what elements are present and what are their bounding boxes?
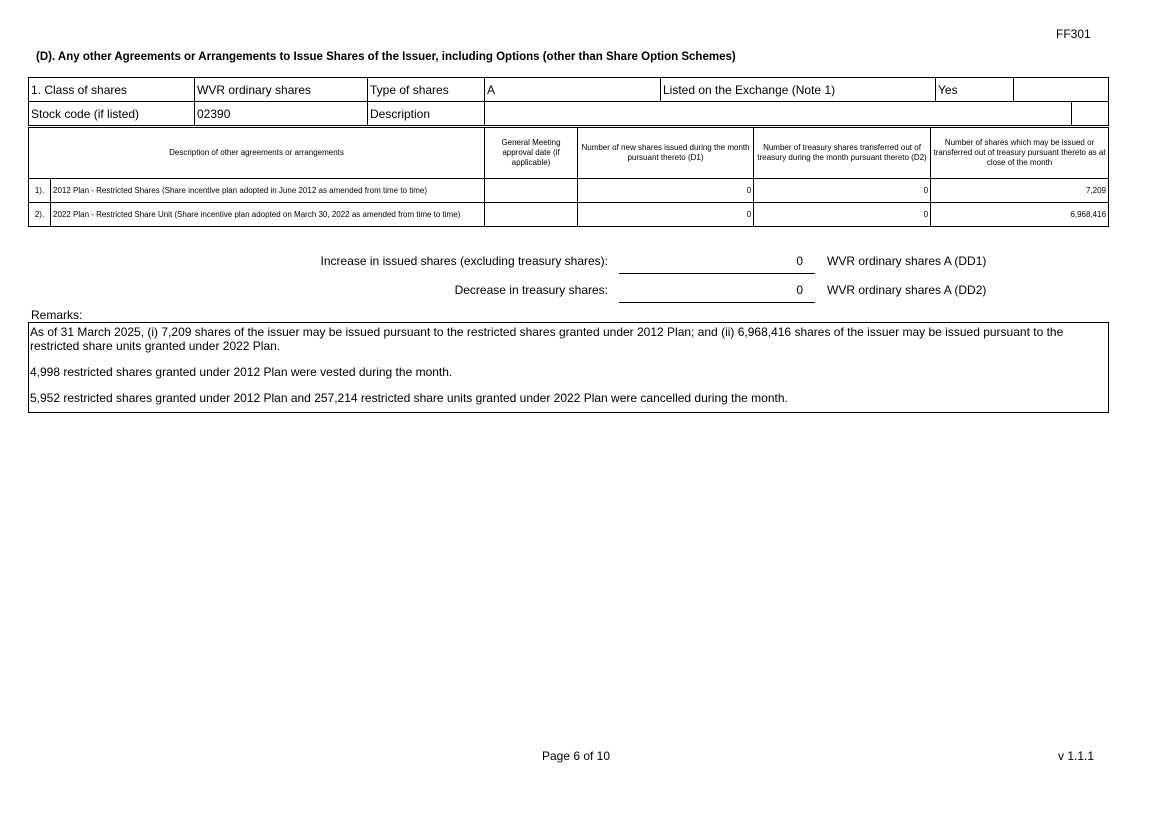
row-new-shares: 0 <box>578 203 754 227</box>
form-code: FF301 <box>1056 27 1091 41</box>
increase-value: 0 <box>796 254 803 268</box>
version-label: v 1.1.1 <box>1058 749 1095 763</box>
description-label: Description <box>368 102 485 126</box>
decrease-value: 0 <box>796 283 803 297</box>
increase-label: Increase in issued shares (excluding treasury shares): <box>320 254 608 268</box>
remarks-label: Remarks: <box>31 308 83 322</box>
listed-value: Yes <box>936 78 1014 102</box>
decrease-underline <box>619 301 815 303</box>
row-may-be-issued: 7,209 <box>931 179 1109 203</box>
description-value <box>485 102 1072 126</box>
remark-paragraph: 5,952 restricted shares granted under 2012 Plan and 257,214 restricted share units granted under 2022 Plan were cancelled during the month. <box>30 391 788 405</box>
type-of-shares-label: Type of shares <box>368 78 485 102</box>
row-index: 1). <box>29 179 51 203</box>
row-index: 2). <box>29 203 51 227</box>
share-info-table <box>28 77 1109 126</box>
description-extra-cell <box>1072 102 1109 126</box>
header-may-be-issued: Number of shares which may be issued or transferred out of treasury pursuant thereto as at close of the month <box>931 128 1109 179</box>
row-new-shares: 0 <box>578 179 754 203</box>
row-approval-date <box>485 203 578 227</box>
row-treasury-transferred: 0 <box>754 203 931 227</box>
section-title: (D). Any other Agreements or Arrangements to Issue Shares of the Issuer, including Options (other than Share Option Schemes) <box>36 51 736 63</box>
listed-extra-cell <box>1014 78 1109 102</box>
table-row <box>29 203 1109 227</box>
stock-code-value: 02390 <box>195 102 368 126</box>
agreements-table <box>28 127 1109 227</box>
stock-code-label: Stock code (if listed) <box>29 102 195 126</box>
remark-paragraph: 4,998 restricted shares granted under 2012 Plan were vested during the month. <box>30 365 453 379</box>
remarks-box <box>28 322 1109 413</box>
decrease-label: Decrease in treasury shares: <box>454 283 608 297</box>
row-treasury-transferred: 0 <box>754 179 931 203</box>
increase-underline <box>619 272 815 274</box>
header-new-shares: Number of new shares issued during the month pursuant thereto (D1) <box>578 128 754 179</box>
page-number: Page 6 of 10 <box>541 749 611 763</box>
header-approval-date: General Meeting approval date (if applicable) <box>485 128 578 179</box>
remark-paragraph: As of 31 March 2025, (i) 7,209 shares of the issuer may be issued pursuant to the restricted shares granted under 2012 Plan; and (ii) 6,968,416 shares of the issuer may be issued pursuant to the restricted share units granted under 2022 Plan. <box>30 325 1064 353</box>
row-description: 2022 Plan - Restricted Share Unit (Share incentive plan adopted on March 30, 2022 as amended from time to time) <box>51 203 485 227</box>
listed-label: Listed on the Exchange (Note 1) <box>661 78 936 102</box>
share-class-row <box>29 78 1109 102</box>
type-of-shares-value: A <box>485 78 661 102</box>
table-row <box>29 179 1109 203</box>
row-description: 2012 Plan - Restricted Shares (Share incentive plan adopted in June 2012 as amended from time to time) <box>51 179 485 203</box>
row-approval-date <box>485 179 578 203</box>
header-treasury-transferred: Number of treasury shares transferred out of treasury during the month pursuant thereto (D2) <box>754 128 931 179</box>
agreements-header-row <box>29 128 1109 179</box>
class-of-shares-label: 1. Class of shares <box>29 78 195 102</box>
row-may-be-issued: 6,968,416 <box>931 203 1109 227</box>
decrease-unit: WVR ordinary shares A (DD2) <box>827 283 987 297</box>
stock-code-row <box>29 102 1109 126</box>
header-description: Description of other agreements or arrangements <box>29 128 485 179</box>
increase-unit: WVR ordinary shares A (DD1) <box>827 254 987 268</box>
class-of-shares-value: WVR ordinary shares <box>195 78 368 102</box>
